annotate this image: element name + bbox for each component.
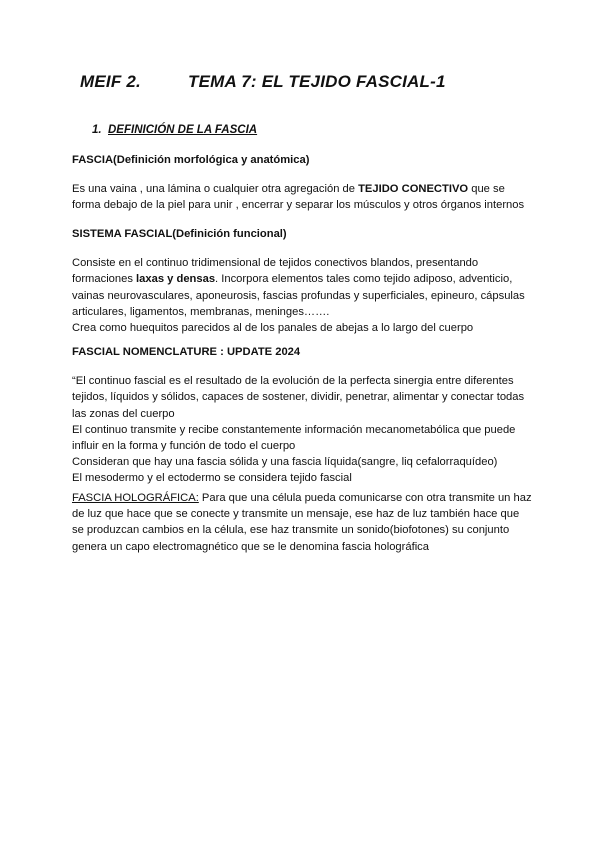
holografica-paragraph: FASCIA HOLOGRÁFICA: Para que una célula pueda comunicarse con otra transmite un haz de luz que hace que se conecte y transmite un mensaje, ese haz de luz también hace que se produzcan cambios en la célula, ese haz transmite un sonido(biofotones) su conjunto genera un capo electromagnético que se le denomina fascia holográfica	[72, 492, 532, 553]
bold-term: TEJIDO CONECTIVO	[358, 183, 469, 196]
fascia-holografica	[72, 490, 532, 555]
nomenclature-p1: “El continuo fascial es el resultado de la evolución de la perfecta sinergia entre diferentes tejidos, líquidos y sólidos, capaces de sostener, dividir, penetrar, alimentar y conectar todas las zonas del cuerpo	[72, 375, 525, 420]
nomenclature-p3: Consideran que hay una fascia sólida y una fascia líquida(sangre, liq cefalorraquídeo)	[72, 456, 498, 469]
section-number: 1.	[92, 124, 102, 136]
sistema-paragraph: Consiste en el continuo tridimensional de tejidos conectivos blandos, presentando formaciones laxas y densas. Incorpora elementos tales como tejido adiposo, adventicio, vainas neurovasculares, aponeurosis, fascias profundas y superficiales, epineuro, cápsulas articulares, ligamentos, membranas, meninges…….	[72, 257, 525, 318]
course-code: MEIF 2.	[80, 72, 141, 91]
section-heading	[92, 124, 257, 136]
nomenclature-heading: FASCIAL NOMENCLATURE : UPDATE 2024	[72, 346, 301, 358]
sistema-fascial	[72, 226, 532, 336]
fascia-definition	[72, 152, 532, 214]
fascial-nomenclature	[72, 344, 532, 487]
document-title	[80, 72, 446, 92]
fascia-paragraph: Es una vaina , una lámina o cualquier otra agregación de TEJIDO CONECTIVO que se forma debajo de la piel para unir , encerrar y separar los músculos y otros órganos internos	[72, 183, 525, 212]
section-title: DEFINICIÓN DE LA FASCIA	[108, 124, 258, 136]
holografica-label: FASCIA HOLOGRÁFICA:	[72, 492, 199, 504]
nomenclature-p4: El mesodermo y el ectodermo se considera tejido fascial	[72, 472, 352, 485]
fascia-heading: FASCIA(Definición morfológica y anatómica)	[72, 154, 310, 166]
bold-term: laxas y densas	[136, 273, 216, 286]
topic-title: TEMA 7: EL TEJIDO FASCIAL-1	[188, 72, 446, 91]
sistema-heading: SISTEMA FASCIAL(Definición funcional)	[72, 228, 287, 240]
nomenclature-p2: El continuo transmite y recibe constantemente información mecanometabólica que puede influir en la forma y función de todo el cuerpo	[72, 423, 516, 453]
sistema-line2: Crea como huequitos parecidos al de los panales de abejas a lo largo del cuerpo	[72, 322, 474, 335]
